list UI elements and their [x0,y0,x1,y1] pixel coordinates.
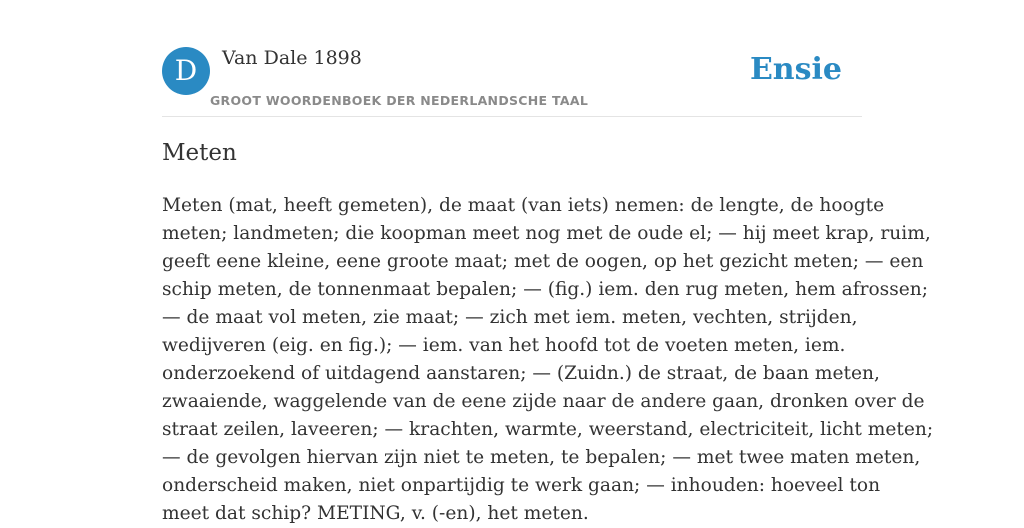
source-avatar[interactable]: D [162,47,210,95]
entry-definition [162,192,934,528]
entry-title: Meten [162,140,237,166]
definition-line: — de gevolgen hiervan zijn niet te meten, te bepalen; — met twee maten meten, [162,447,921,468]
source-subtitle: GROOT WOORDENBOEK DER NEDERLANDSCHE TAAL [210,93,589,108]
definition-line: meet dat schip? METING, v. (-en), het meten. [162,503,589,524]
definition-line: — de maat vol meten, zie maat; — zich met iem. meten, vechten, strijden, [162,307,858,328]
definition-line: meten; landmeten; die koopman meet nog met de oude el; — hij meet krap, ruim, [162,223,931,244]
definition-line: onderzoekend of uitdagend aanstaren; — (Zuidn.) de straat, de baan meten, [162,363,880,384]
definition-line: onderscheid maken, niet onpartijdig te werk gaan; — inhouden: hoeveel ton [162,475,881,496]
source-header [162,46,862,117]
ensie-logo[interactable]: Ensie [749,52,842,87]
definition-line: Meten (mat, heeft gemeten), de maat (van iets) nemen: de lengte, de hoogte [162,195,885,216]
definition-line: geeft eene kleine, eene groote maat; met de oogen, op het gezicht meten; — een [162,251,924,272]
definition-line: wedijveren (eig. en fig.); — iem. van het hoofd tot de voeten meten, iem. [162,335,846,356]
source-title[interactable]: Van Dale 1898 [222,47,362,69]
definition-line: schip meten, de tonnenmaat bepalen; — (fig.) iem. den rug meten, hem afrossen; [162,279,929,300]
definition-line: straat zeilen, laveeren; — krachten, warmte, weerstand, electriciteit, licht meten; [162,419,934,440]
definition-line: zwaaiende, waggelende van de eene zijde naar de andere gaan, dronken over de [162,391,925,412]
